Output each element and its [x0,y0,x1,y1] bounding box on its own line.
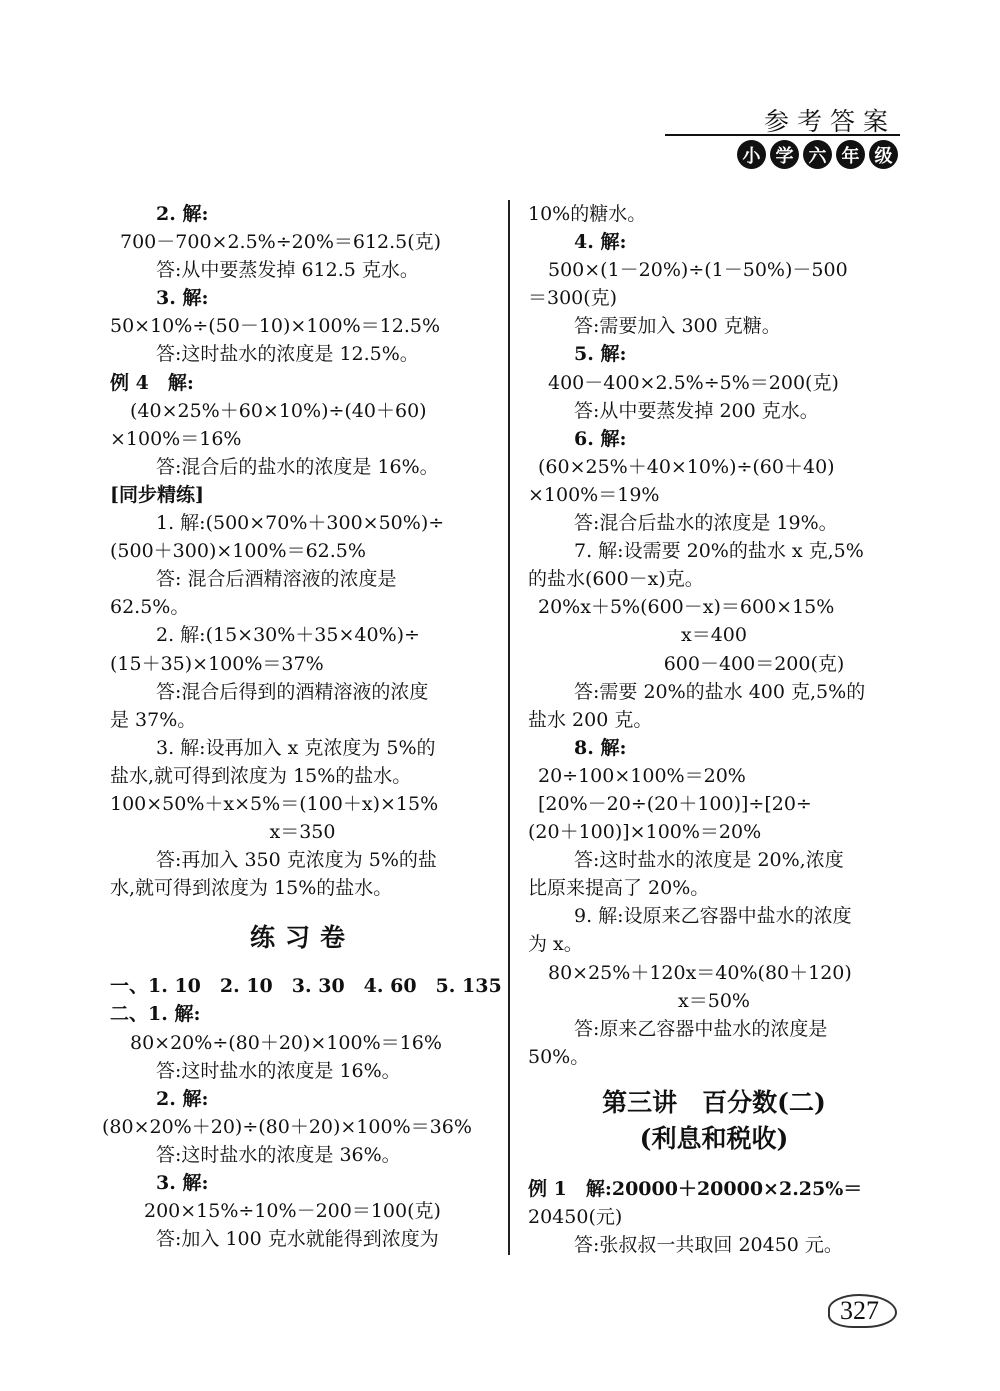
page-number: 327 [828,1294,897,1328]
answer-line: 400－400×2.5%÷5%＝200(克) [548,371,839,394]
lecture-title: 第三讲 百分数(二) [602,1087,826,1117]
right-column [528,200,900,1259]
left-column [102,200,502,1253]
answer-line: 600－400＝200(克) [663,652,845,675]
answer-line: 是 37%。 [110,708,197,731]
answer-line: 答:这时盐水的浓度是 12.5%。 [156,343,419,366]
answer-line: 答:原来乙容器中盐水的浓度是 [574,1017,828,1040]
answer-line: 答:混合后盐水的浓度是 19%。 [574,512,838,535]
answer-line: 答:再加入 350 克浓度为 5%的盐 [156,849,437,872]
answer-line: 3. 解: [156,287,209,310]
answer-line: 50%。 [528,1045,590,1068]
answer-line: 80×25%＋120x＝40%(80＋120) [548,961,852,984]
answer-line: 答:混合后的盐水的浓度是 16%。 [156,455,439,478]
answer-line: 20%x＋5%(600－x)＝600×15% [538,596,835,619]
answer-line: ×100%＝16% [110,427,242,450]
section-label: [同步精练] [110,483,204,506]
grade-char: 小 [737,140,766,169]
answer-line: x＝400 [681,624,747,647]
answer-line: 20÷100×100%＝20% [538,764,746,787]
answer-line: 200×15%÷10%－200＝100(克) [144,1200,441,1223]
answer-line: [20%－20÷(20＋100)]÷[20÷ [538,792,812,815]
column-divider [508,200,510,1255]
answer-line: 20450(元) [528,1206,623,1228]
answer-line: 9. 解:设原来乙容器中盐水的浓度 [574,905,852,928]
answer-line: 的盐水(600－x)克。 [528,568,704,591]
answer-line: 100×50%＋x×5%＝(100＋x)×15% [110,792,439,815]
answer-line: 1. 解:(500×70%＋300×50%)÷ [156,512,445,535]
answer-line: 10%的糖水。 [528,203,647,225]
answer-line: 5. 解: [574,343,627,366]
answer-line: 答:这时盐水的浓度是 36%。 [156,1143,401,1166]
answer-line: 答:需要加入 300 克糖。 [574,315,781,338]
answer-line: ×100%＝19% [528,483,660,506]
answer-line: 4. 解: [574,231,627,254]
answer-line: 答:加入 100 克水就能得到浓度为 [156,1228,439,1251]
answer-line: 答: 混合后酒精溶液的浓度是 [156,568,397,591]
answer-line: 2. 解: [156,203,209,225]
answer-line: (60×25%＋40×10%)÷(60＋40) [538,455,835,478]
grade-badges [737,140,898,169]
answer-line: 700－700×2.5%÷20%＝612.5(克) [120,231,442,254]
answer-line: 2. 解:(15×30%＋35×40%)÷ [156,624,420,647]
answer-line: 水,就可得到浓度为 15%的盐水。 [110,877,393,900]
answer-line: 3. 解:设再加入 x 克浓度为 5%的 [156,736,436,759]
spacer [528,1071,900,1085]
spacer [528,1157,900,1175]
answer-line: 3. 解: [156,1172,209,1194]
answer-line: 一、1. 10 2. 10 3. 30 4. 60 5. 135 [110,975,502,998]
answer-line: (20＋100)]×100%＝20% [528,821,762,844]
answer-line: 例 1 解:20000＋20000×2.25%＝ [528,1177,863,1200]
answer-line: 二、1. 解: [110,1003,201,1026]
practice-title: 练习卷 [249,923,355,953]
answer-line: 8. 解: [574,736,627,759]
answer-line: 6. 解: [574,427,627,450]
answer-line: 例 4 解: [110,371,194,394]
answer-line: (80×20%＋20)÷(80＋20)×100%＝36% [102,1115,472,1138]
answer-line: 答:从中要蒸发掉 612.5 克水。 [156,259,419,282]
answer-line: ＝300(克) [528,287,618,310]
grade-char: 级 [869,140,898,169]
answer-line: (500＋300)×100%＝62.5% [110,540,366,563]
grade-char: 学 [770,140,799,169]
answer-line: 比原来提高了 20%。 [528,877,710,900]
answer-line: 答:这时盐水的浓度是 16%。 [156,1059,401,1082]
page-header [665,96,900,176]
grade-char: 年 [836,140,865,169]
answer-line: 80×20%÷(80＋20)×100%＝16% [130,1031,442,1054]
answer-line: 答:这时盐水的浓度是 20%,浓度 [574,849,844,872]
answer-line: 盐水,就可得到浓度为 15%的盐水。 [110,764,412,787]
grade-char: 六 [803,140,832,169]
lecture-subtitle: (利息和税收) [639,1123,789,1153]
answer-line: 答:从中要蒸发掉 200 克水。 [574,399,819,422]
answer-line: 为 x。 [528,933,583,956]
answer-line: x＝50% [678,989,750,1012]
header-title: 参考答案 [763,107,896,136]
answer-line: 盐水 200 克。 [528,708,653,731]
answer-line: 50×10%÷(50－10)×100%＝12.5% [110,315,441,338]
answer-line: (15＋35)×100%＝37% [110,652,324,675]
answer-line: x＝350 [269,821,336,844]
answer-line: 62.5%。 [110,596,190,619]
header-rule [665,134,900,136]
answer-line: 500×(1－20%)÷(1－50%)－500 [548,259,848,282]
answer-line: 2. 解: [156,1087,209,1110]
answer-line: 答:混合后得到的酒精溶液的浓度 [156,680,429,703]
answer-line: 7. 解:设需要 20%的盐水 x 克,5% [574,540,864,563]
answer-line: (40×25%＋60×10%)÷(40＋60) [130,399,427,422]
answer-line: 答:张叔叔一共取回 20450 元。 [574,1234,843,1257]
answer-line: 答:需要 20%的盐水 400 克,5%的 [574,680,866,703]
